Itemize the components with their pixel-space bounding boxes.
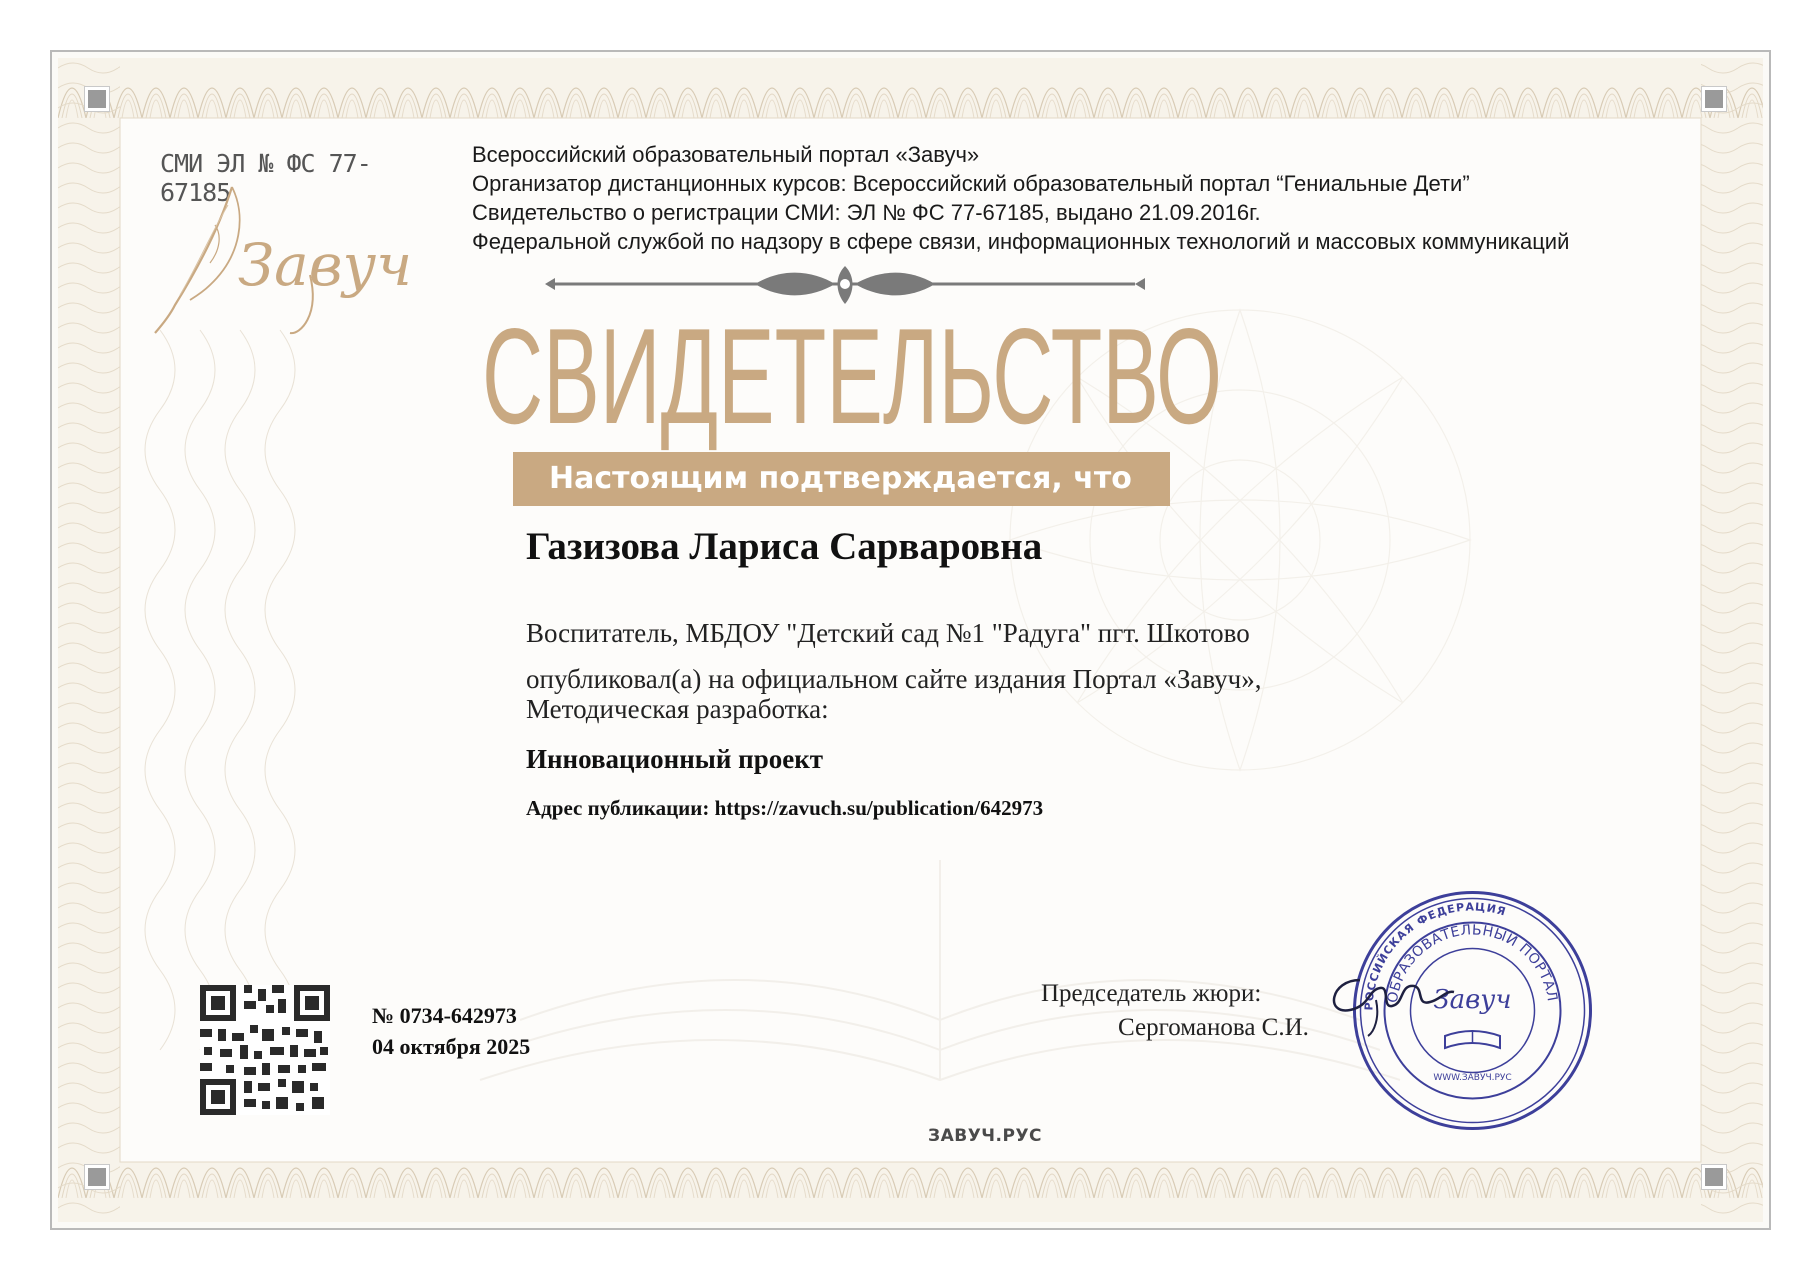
corner-ornament	[1705, 90, 1723, 108]
issue-date: 04 октября 2025	[372, 1034, 531, 1059]
confirmation-banner: Настоящим подтверждается, что	[513, 452, 1170, 506]
zavuch-logo	[150, 145, 420, 345]
certificate-number-block	[372, 1000, 530, 1062]
svg-text:WWW.ЗАВУЧ.РУС: WWW.ЗАВУЧ.РУС	[1433, 1073, 1512, 1083]
header-line: Всероссийский образовательный портал «Завуч»	[472, 142, 980, 167]
feather-logo-icon	[150, 185, 420, 345]
header-line: Федеральной службой по надзору в сфере связи, информационных технологий и массовых коммуникаций	[472, 229, 1570, 254]
signature-icon	[1320, 960, 1460, 1040]
publisher-header	[472, 140, 1569, 256]
qr-code-icon	[200, 985, 330, 1115]
footer-brand: ЗАВУЧ.РУС	[928, 1126, 1043, 1146]
svg-text:Завуч: Завуч	[1433, 985, 1512, 1015]
jury-name: Сергоманова С.И.	[1118, 1014, 1309, 1041]
publication-address: Адрес публикации: https://zavuch.su/publication/642973	[526, 796, 1044, 820]
publication-line: Методическая разработка:	[526, 694, 829, 724]
svg-text:ОБРАЗОВАТЕЛЬНЫЙ ПОРТАЛ: ОБРАЗОВАТЕЛЬНЫЙ ПОРТАЛ	[1384, 922, 1561, 1005]
media-registration: СМИ ЭЛ № ФС 77-67185	[160, 149, 371, 207]
publication-line: опубликовал(а) на официальном сайте издания Портал «Завуч»,	[526, 664, 1262, 694]
background-waves	[130, 330, 390, 1030]
corner-ornament	[88, 90, 106, 108]
recipient-name: Газизова Лариса Сарваровна	[526, 525, 1043, 568]
certificate-number: № 0734-642973	[372, 1003, 517, 1028]
project-title: Инновационный проект	[526, 744, 824, 774]
svg-text:РОССИЙСКАЯ ФЕДЕРАЦИЯ: РОССИЙСКАЯ ФЕДЕРАЦИЯ	[1362, 900, 1508, 1011]
header-line: Свидетельство о регистрации СМИ: ЭЛ № ФС 77-67185, выдано 21.09.2016г.	[472, 200, 1261, 225]
corner-ornament	[88, 1168, 106, 1186]
publication-statement	[526, 664, 1262, 724]
svg-text:СВИДЕТЕЛЬСТВО: СВИДЕТЕЛЬСТВО	[482, 300, 1222, 452]
background-book	[440, 830, 1440, 1120]
svg-text:Завуч: Завуч	[238, 231, 413, 299]
certificate-title	[482, 300, 1242, 452]
header-line: Организатор дистанционных курсов: Всероссийский образовательный портал “Гениальные Дети”	[472, 171, 1470, 196]
corner-ornament	[1705, 1168, 1723, 1186]
jury-role: Председатель жюри:	[1041, 980, 1262, 1007]
recipient-position: Воспитатель, МБДОУ "Детский сад №1 "Радуга" пгт. Шкотово	[526, 618, 1250, 648]
